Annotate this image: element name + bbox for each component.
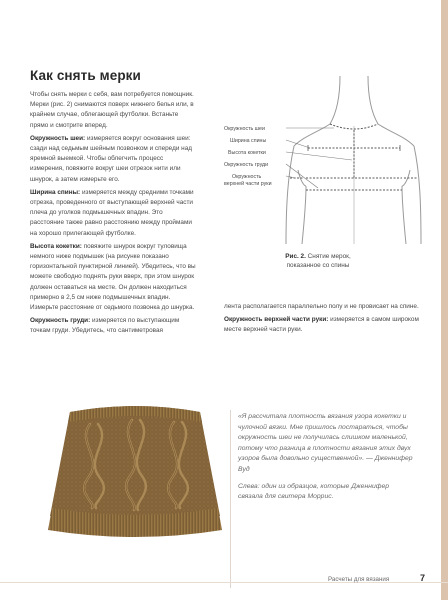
measurement-diagram [222, 74, 422, 254]
upper-arm-measurement [224, 315, 422, 335]
label-chest: Окружность груди [224, 162, 269, 168]
yoke-depth-measurement [30, 242, 198, 313]
neck-term: Окружность шеи: [30, 134, 86, 142]
chest-text: измеряется по выступающим точкам груди. Убедитесь, что сантиметровая [30, 317, 180, 335]
chest-continuation: лента располагается параллельно полу и не провисает на спине. [224, 303, 419, 310]
quote-block [238, 412, 414, 503]
figure-caption [270, 252, 366, 270]
upper-arm-text: измеряется в самом широком месте верхней части руки. [224, 316, 419, 334]
back-width-term: Ширина спины: [30, 188, 81, 196]
intro-paragraph: Чтобы снять мерки с себя, вам потребуется помощник. Мерки (рис. 2) снимаются поверх нижнего белья или, в крайнем случае, облегающей футболки. Встаньте прямо и смотрите вперед. [30, 91, 194, 129]
label-neck: Окружность шеи [224, 126, 265, 132]
label-yoke-depth: Высота кокетки [228, 150, 266, 156]
chest-term: Окружность груди: [30, 317, 91, 325]
yoke-text: повяжите шнурок вокруг туловища немного ниже подмышек (на рисунке показано горизонтальной пунктирной линией). Убедитесь, что вы можете свободно поднять руки вверх, при этом шнурок должен оставаться на месте. Он должен находиться примерно в 2,5 см ниже подмышечных впадин. Измерьте расстояние от седьмого позвонка до шнурка. [30, 242, 196, 312]
figure-caption-text: Снятие мерок, показанное со спины [286, 253, 351, 269]
yoke-term: Высота кокетки: [30, 242, 82, 250]
page-edge-accent [441, 0, 448, 600]
back-width-measurement [30, 188, 198, 239]
label-upper-arm-2: верхней части руки [224, 181, 272, 187]
quote-divider [230, 410, 231, 588]
left-column [30, 90, 198, 337]
upper-arm-term: Окружность верхней части руки: [224, 316, 329, 324]
footer-section-name: Расчеты для вязания [328, 576, 390, 583]
figure-caption-number: Рис. 2. [285, 253, 306, 260]
label-back-width: Ширина спины [230, 138, 267, 144]
neck-measurement [30, 134, 198, 185]
back-width-text: измеряется между средними точками отрезка, проведенного от выступающей верхней части плеча до уголков подмышечных впадин. Это расстояние также равно расстоянию между проймами на хорошо прилегающей футболке. [30, 188, 194, 237]
photo-caption: Слева: один из образцов, которые Дженнифер связала для свитера Моррис. [238, 482, 390, 501]
section-title: Как снять мерки [30, 68, 141, 83]
right-column [224, 302, 422, 336]
neck-text: измеряется вокруг основания шеи: сзади над седьмым шейным позвонком и спереди над яремной выемкой. Чтобы облегчить процесс измерения, повяжите вокруг шеи отрезок нити или шнурок, а затем измерьте его. [30, 134, 192, 183]
label-upper-arm-1: Окружность [232, 174, 262, 180]
chest-measurement [30, 316, 198, 336]
page-number: 7 [420, 573, 426, 583]
designer-quote: «Я рассчитала плотность вязания узора кокетки и чулочной вязки. Мне пришлось постараться, чтобы окружность шеи не получилась слишком маленькой, потому что разница в плотности вязания этих двух узоров была довольно существенной». — Дженнифер Вуд [238, 413, 413, 473]
knitted-swatch-photo [40, 398, 230, 548]
